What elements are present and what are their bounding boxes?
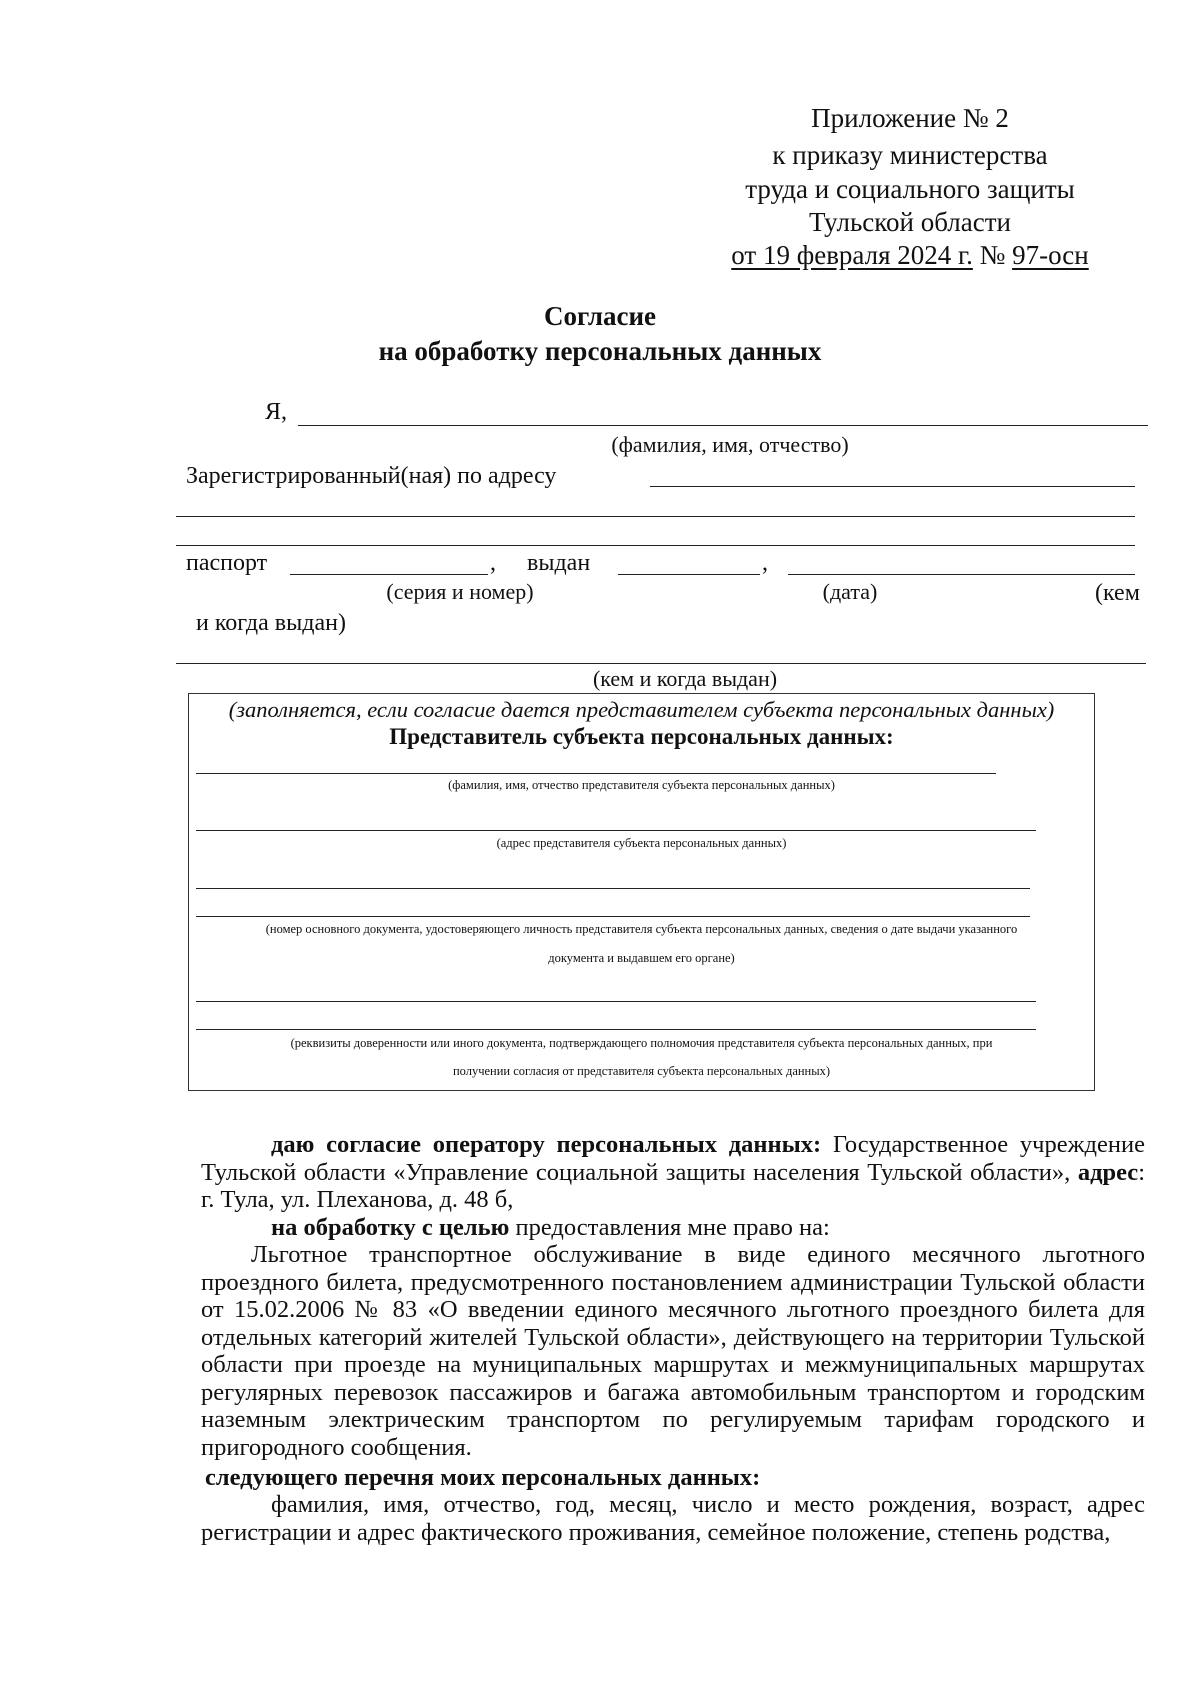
data-list-paragraph: фамилия, имя, отчество, год, месяц, число и место рождения, возраст, адрес регистрации и адрес фактического проживания, семейное положение, степень родства,: [201, 1491, 1145, 1546]
rep-power-caption-2: получении согласия от представителя субъекта персональных данных): [452, 1064, 831, 1078]
passport-comma-1: ,: [490, 550, 496, 576]
order-number: 97-осн: [1012, 240, 1089, 270]
consent-paragraph: [201, 1131, 1145, 1214]
fio-caption: (фамилия, имя, отчество): [611, 432, 849, 457]
order-date: от 19 февраля 2024 г.: [731, 240, 973, 270]
purpose-bold: на обработку с целью: [271, 1214, 510, 1241]
rep-power-input-line-2[interactable]: [196, 1029, 1036, 1030]
rep-fio-input-line[interactable]: [196, 773, 996, 774]
rep-address-caption: (адрес представителя субъекта персональных данных): [496, 836, 787, 850]
number-sign: №: [972, 240, 1013, 270]
issued-by-input-line[interactable]: [788, 574, 1135, 575]
issued-label: выдан: [527, 550, 591, 576]
rep-fio-caption: (фамилия, имя, отчество представителя субъекта персональных данных): [448, 778, 835, 792]
date-caption: (дата): [822, 579, 878, 604]
passport-label: паспорт: [186, 550, 268, 576]
rep-document-caption-1: (номер основного документа, удостоверяющего личность представителя субъекта персональных данных, сведения о дате выдачи указанного: [265, 922, 1018, 936]
rep-document-input-line-1[interactable]: [196, 888, 1030, 889]
representative-section: [188, 693, 1095, 1091]
representative-note: (заполняется, если согласие дается представителем субъекта персональных данных): [228, 697, 1055, 722]
passport-comma-2: ,: [762, 550, 768, 576]
document-subtitle: на обработку персональных данных: [378, 336, 822, 366]
data-list-heading: следующего перечня моих персональных данных:: [205, 1464, 761, 1491]
rep-power-caption-1: (реквизиты доверенности или иного документа, подтверждающего полномочия представителя субъекта персональных данных, при: [290, 1036, 993, 1050]
issue-date-input-line[interactable]: [618, 574, 760, 575]
ministry-name: труда и социального защиты: [745, 174, 1075, 204]
issued-by-full-input-line[interactable]: [176, 663, 1146, 664]
address-input-line-2[interactable]: [176, 516, 1135, 517]
appendix-number: Приложение № 2: [811, 103, 1009, 133]
representative-heading: Представитель субъекта персональных данных:: [389, 724, 894, 749]
operator-address: : г. Тула, ул. Плеханова, д. 48 б,: [201, 1158, 1145, 1213]
ya-label: Я,: [265, 399, 288, 425]
registered-address-label: Зарегистрированный(ная) по адресу: [186, 463, 557, 489]
issued-by-caption-start: (кем: [1095, 580, 1140, 606]
region-name: Тульской области: [809, 207, 1011, 237]
passport-series-input-line[interactable]: [290, 574, 488, 575]
benefit-paragraph: Льготное транспортное обслуживание в виде единого месячного льготного проездного билета, предусмотренного постановлением администрации Тульской области от 15.02.2006 № 83 «О введении единого месячного льготного проездного билета для отдельных категорий жителей Тульской области», действующего на территории Тульской области при проезде на муниципальных маршрутах и межмуниципальных маршрутах регулярных перевозок пассажиров и багажа автомобильным транспортом и городским наземным электрическим транспортом по регулируемым тарифам городского и пригородного сообщения.: [201, 1241, 1145, 1461]
rep-power-input-line-1[interactable]: [196, 1001, 1036, 1002]
rep-document-input-line-2[interactable]: [196, 916, 1030, 917]
order-reference: к приказу министерства: [772, 140, 1048, 170]
address-bold: адрес: [1070, 1158, 1139, 1186]
consent-bold: даю согласие оператору персональных данных:: [271, 1131, 822, 1158]
purpose-paragraph: [201, 1214, 1145, 1242]
issued-by-caption: (кем и когда выдан): [592, 666, 778, 691]
purpose-text: предоставления мне право на:: [509, 1214, 830, 1241]
document-title: Согласие: [543, 301, 657, 331]
rep-document-caption-2: документа и выдавшем его органе): [548, 951, 735, 965]
order-date-number: [700, 240, 1120, 270]
address-input-line-1[interactable]: [650, 486, 1135, 487]
address-input-line-3[interactable]: [176, 545, 1135, 546]
rep-address-input-line[interactable]: [196, 830, 1036, 831]
series-caption: (серия и номер): [386, 579, 534, 604]
fio-input-line[interactable]: [298, 425, 1148, 426]
operator-name: Государственное учреждение Тульской области «Управление социальной защиты населения Тульской области»,: [201, 1131, 1145, 1186]
issued-by-caption-continued: и когда выдан): [196, 610, 346, 636]
